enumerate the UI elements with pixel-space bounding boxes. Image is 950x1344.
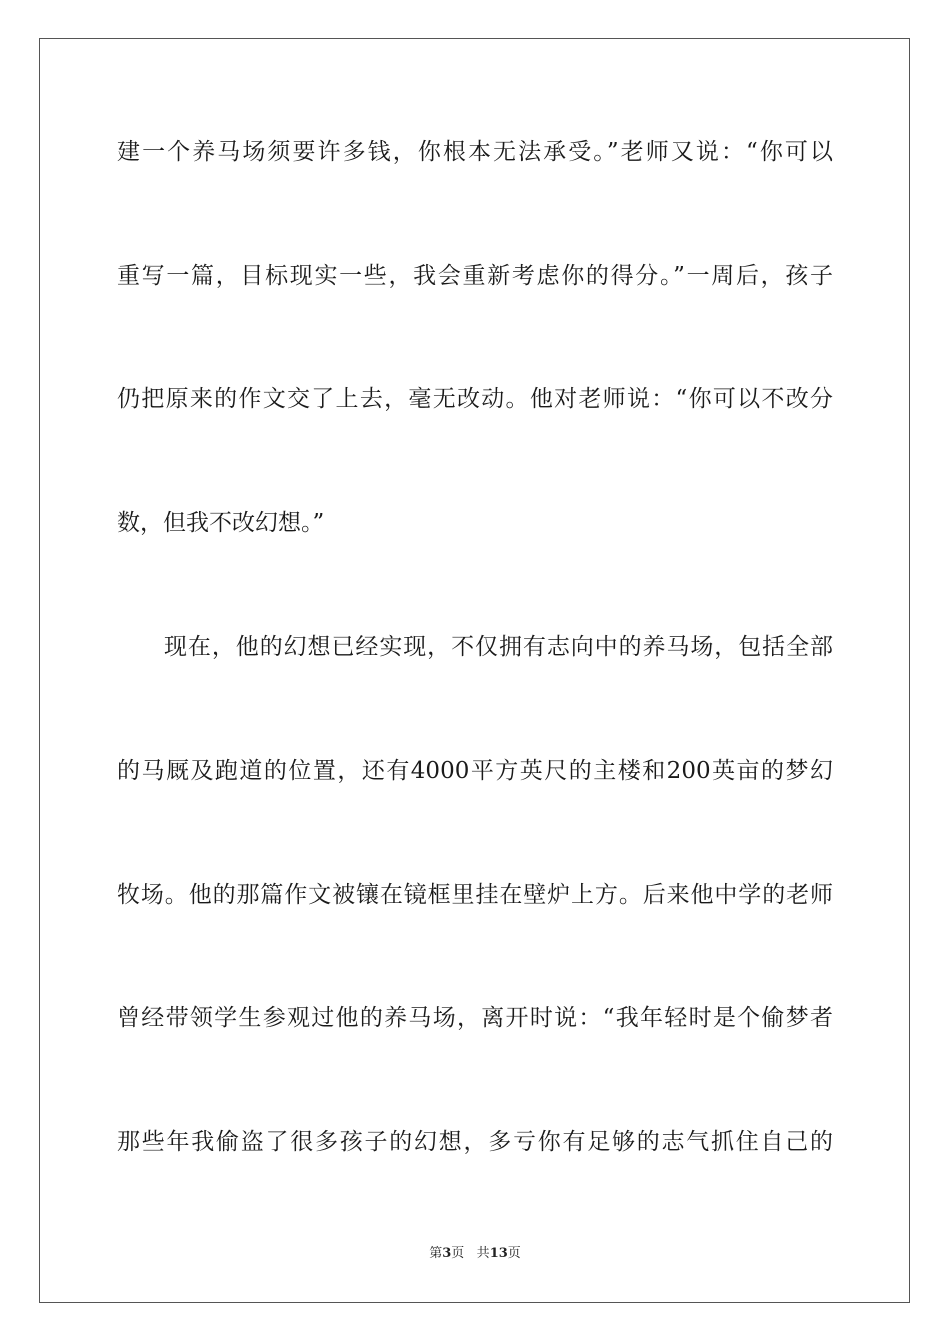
text-line-3: 仍把原来的作文交了上去，毫无改动。他对老师说：“你可以不改分	[117, 386, 833, 412]
total-pages: 13	[489, 1246, 508, 1261]
text-line-8: 曾经带领学生参观过他的养马场，离开时说：“我年轻时是个偷梦者	[117, 1005, 833, 1031]
page-footer	[0, 1245, 950, 1263]
page-suffix: 页	[451, 1246, 465, 1261]
text-line-5: 现在，他的幻想已经实现，不仅拥有志向中的养马场，包括全部	[164, 634, 833, 660]
text-line-7: 牧场。他的那篇作文被镶在镜框里挂在壁炉上方。后来他中学的老师	[117, 882, 833, 908]
total-suffix: 页	[507, 1246, 521, 1261]
total-prefix: 共	[476, 1246, 490, 1261]
page-border	[39, 38, 910, 1303]
text-line-6: 的马厩及跑道的位置，还有4000平方英尺的主楼和200英亩的梦幻	[117, 758, 833, 784]
page-number: 3	[442, 1246, 452, 1261]
text-line-4: 数，但我不改幻想。”	[117, 510, 325, 536]
text-line-1: 建一个养马场须要许多钱，你根本无法承受。”老师又说：“你可以	[117, 139, 833, 165]
text-line-9: 那些年我偷盗了很多孩子的幻想，多亏你有足够的志气抓住自己的	[117, 1129, 833, 1155]
page-prefix: 第	[429, 1246, 443, 1261]
text-line-2: 重写一篇，目标现实一些，我会重新考虑你的得分。”一周后，孩子	[117, 263, 833, 289]
